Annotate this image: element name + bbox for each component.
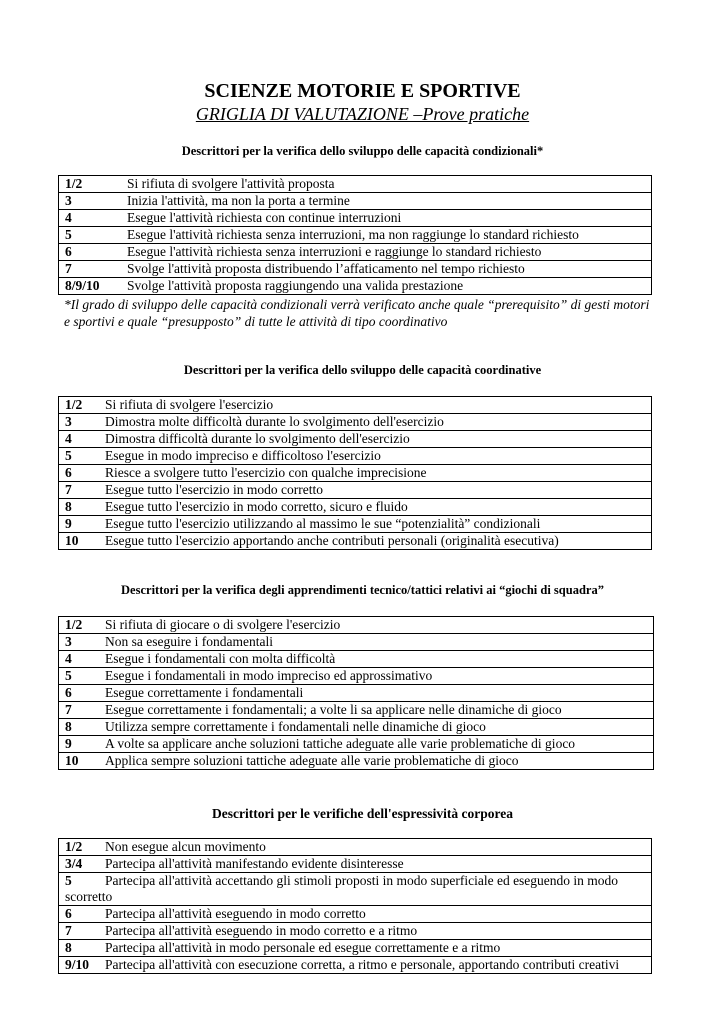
page-title: SCIENZE MOTORIE E SPORTIVE xyxy=(204,80,521,102)
table-row xyxy=(59,856,652,873)
descriptor-text: Non sa eseguire i fondamentali xyxy=(105,634,273,649)
table-row xyxy=(59,940,652,957)
table-espressivita xyxy=(58,838,652,974)
table-coordinative xyxy=(58,396,652,550)
table-cell xyxy=(59,617,654,634)
table-cell xyxy=(59,244,652,261)
descriptor-text: Partecipa all'attività con esecuzione corretta, a ritmo e personale, apportando contributi creativi xyxy=(105,957,620,972)
table-cell xyxy=(59,210,652,227)
score-label: 4 xyxy=(65,210,72,225)
table-condizionali xyxy=(58,175,652,295)
score-label: 5 xyxy=(65,227,72,242)
table-row xyxy=(59,685,654,702)
table-cell xyxy=(59,397,652,414)
table-row xyxy=(59,261,652,278)
table-cell xyxy=(59,702,654,719)
score-label: 6 xyxy=(65,465,72,480)
score-label: 5 xyxy=(65,668,72,683)
descriptor-text: Partecipa all'attività eseguendo in modo corretto xyxy=(105,906,366,921)
score-label: 5 xyxy=(65,873,72,888)
descriptor-text: Partecipa all'attività accettando gli stimoli proposti in modo superficiale ed eseguendo in modo scorretto xyxy=(65,873,619,904)
descriptor-text: Partecipa all'attività eseguendo in modo corretto e a ritmo xyxy=(105,923,418,938)
descriptor-text: Partecipa all'attività in modo personale ed esegue correttamente e a ritmo xyxy=(105,940,501,955)
table-cell xyxy=(59,176,652,193)
table-cell xyxy=(59,906,652,923)
footnote: *Il grado di sviluppo delle capacità condizionali verrà verificato anche quale “prerequisito” di gesti motori e sportivi e quale “presupposto” di tutte le attività di tipo coordinativo xyxy=(64,297,650,329)
table-cell xyxy=(59,193,652,210)
table-row xyxy=(59,634,654,651)
descriptor-text: Si rifiuta di svolgere l'attività proposta xyxy=(127,176,335,191)
score-label: 3 xyxy=(65,414,72,429)
table-cell xyxy=(59,685,654,702)
table-giochi-di-squadra xyxy=(58,616,654,770)
score-label: 7 xyxy=(65,261,72,276)
score-label: 8 xyxy=(65,499,72,514)
table-row xyxy=(59,736,654,753)
table-row xyxy=(59,617,654,634)
descriptor-text: Svolge l'attività proposta distribuendo l’affaticamento nel tempo richiesto xyxy=(127,261,525,276)
score-label: 7 xyxy=(65,702,72,717)
descriptor-text: Si rifiuta di svolgere l'esercizio xyxy=(105,397,274,412)
table-cell xyxy=(59,873,652,906)
score-label: 3 xyxy=(65,634,72,649)
score-label: 9 xyxy=(65,736,72,751)
descriptor-text: Riesce a svolgere tutto l'esercizio con qualche imprecisione xyxy=(105,465,427,480)
table-cell xyxy=(59,940,652,957)
score-label: 1/2 xyxy=(65,839,83,854)
descriptor-text: A volte sa applicare anche soluzioni tattiche adeguate alle varie problematiche di gioco xyxy=(105,736,576,751)
table-row xyxy=(59,651,654,668)
section-heading-espressivita: Descrittori per le verifiche dell'espressività corporea xyxy=(211,806,514,821)
score-label: 1/2 xyxy=(65,617,83,632)
table-row xyxy=(59,923,652,940)
table-cell xyxy=(59,261,652,278)
table-cell xyxy=(59,414,652,431)
table-row xyxy=(59,668,654,685)
table-cell xyxy=(59,719,654,736)
score-label: 3/4 xyxy=(65,856,83,871)
table-cell xyxy=(59,482,652,499)
descriptor-text: Esegue i fondamentali in modo impreciso ed approssimativo xyxy=(105,668,433,683)
table-cell xyxy=(59,923,652,940)
descriptor-text: Dimostra difficoltà durante lo svolgimento dell'esercizio xyxy=(105,431,410,446)
table-row xyxy=(59,465,652,482)
descriptor-text: Esegue in modo impreciso e difficoltoso l'esercizio xyxy=(105,448,381,463)
score-label: 9/10 xyxy=(65,957,90,972)
descriptor-text: Esegue l'attività richiesta con continue interruzioni xyxy=(127,210,402,225)
table-row xyxy=(59,719,654,736)
table-row xyxy=(59,516,652,533)
table-row xyxy=(59,957,652,974)
score-label: 7 xyxy=(65,923,72,938)
table-cell xyxy=(59,668,654,685)
table-cell xyxy=(59,957,652,974)
page-subtitle: GRIGLIA DI VALUTAZIONE –Prove pratiche xyxy=(195,104,530,124)
descriptor-text: Esegue correttamente i fondamentali; a volte li sa applicare nelle dinamiche di gioco xyxy=(105,702,562,717)
table-row xyxy=(59,176,652,193)
descriptor-text: Esegue tutto l'esercizio in modo corretto, sicuro e fluido xyxy=(105,499,408,514)
score-label: 10 xyxy=(65,753,79,768)
score-label: 4 xyxy=(65,651,72,666)
section-heading-giochi-di-squadra: Descrittori per la verifica degli apprendimenti tecnico/tattici relativi ai “giochi di squadra” xyxy=(121,583,604,597)
score-label: 8 xyxy=(65,940,72,955)
descriptor-text: Esegue l'attività richiesta senza interruzioni, ma non raggiunge lo standard richiesto xyxy=(127,227,579,242)
descriptor-text: Esegue correttamente i fondamentali xyxy=(105,685,304,700)
table-row xyxy=(59,753,654,770)
section-heading-coordinative: Descrittori per la verifica dello sviluppo delle capacità coordinative xyxy=(183,363,542,377)
descriptor-text: Applica sempre soluzioni tattiche adeguate alle varie problematiche di gioco xyxy=(105,753,519,768)
score-label: 5 xyxy=(65,448,72,463)
table-cell xyxy=(59,533,652,550)
descriptor-text: Non esegue alcun movimento xyxy=(105,839,266,854)
descriptor-text: Esegue tutto l'esercizio utilizzando al massimo le sue “potenzialità” condizionali xyxy=(105,516,541,531)
descriptor-text: Partecipa all'attività manifestando evidente disinteresse xyxy=(105,856,404,871)
table-cell xyxy=(59,856,652,873)
score-label: 8/9/10 xyxy=(65,278,100,293)
table-cell xyxy=(59,465,652,482)
descriptor-text: Svolge l'attività proposta raggiungendo una valida prestazione xyxy=(127,278,464,293)
table-row xyxy=(59,533,652,550)
table-row xyxy=(59,244,652,261)
table-row xyxy=(59,227,652,244)
score-label: 3 xyxy=(65,193,72,208)
table-row xyxy=(59,431,652,448)
table-cell xyxy=(59,431,652,448)
descriptor-text: Dimostra molte difficoltà durante lo svolgimento dell'esercizio xyxy=(105,414,444,429)
score-label: 1/2 xyxy=(65,176,83,191)
descriptor-text: Si rifiuta di giocare o di svolgere l'esercizio xyxy=(105,617,341,632)
score-label: 6 xyxy=(65,906,72,921)
table-row xyxy=(59,839,652,856)
table-cell xyxy=(59,651,654,668)
table-cell xyxy=(59,839,652,856)
score-label: 7 xyxy=(65,482,72,497)
table-row xyxy=(59,210,652,227)
table-cell xyxy=(59,448,652,465)
table-cell xyxy=(59,227,652,244)
table-cell xyxy=(59,278,652,295)
table-row xyxy=(59,193,652,210)
table-cell xyxy=(59,499,652,516)
table-row xyxy=(59,702,654,719)
score-label: 6 xyxy=(65,685,72,700)
score-label: 1/2 xyxy=(65,397,83,412)
descriptor-text: Esegue l'attività richiesta senza interruzioni e raggiunge lo standard richiesto xyxy=(127,244,542,259)
score-label: 9 xyxy=(65,516,72,531)
table-cell xyxy=(59,634,654,651)
score-label: 6 xyxy=(65,244,72,259)
descriptor-text: Utilizza sempre correttamente i fondamentali nelle dinamiche di gioco xyxy=(105,719,486,734)
table-row xyxy=(59,278,652,295)
section-heading-condizionali: Descrittori per la verifica dello sviluppo delle capacità condizionali* xyxy=(181,144,544,158)
table-row xyxy=(59,397,652,414)
descriptor-text: Inizia l'attività, ma non la porta a termine xyxy=(127,193,350,208)
score-label: 8 xyxy=(65,719,72,734)
score-label: 10 xyxy=(65,533,79,548)
table-row xyxy=(59,873,652,906)
descriptor-text: Esegue tutto l'esercizio apportando anche contributi personali (originalità esecutiva) xyxy=(105,533,559,548)
table-row xyxy=(59,448,652,465)
table-row xyxy=(59,906,652,923)
table-cell xyxy=(59,516,652,533)
score-label: 4 xyxy=(65,431,72,446)
descriptor-text: Esegue tutto l'esercizio in modo corretto xyxy=(105,482,323,497)
descriptor-text: Esegue i fondamentali con molta difficoltà xyxy=(105,651,336,666)
table-row xyxy=(59,414,652,431)
table-cell xyxy=(59,736,654,753)
table-row xyxy=(59,482,652,499)
table-cell xyxy=(59,753,654,770)
table-row xyxy=(59,499,652,516)
